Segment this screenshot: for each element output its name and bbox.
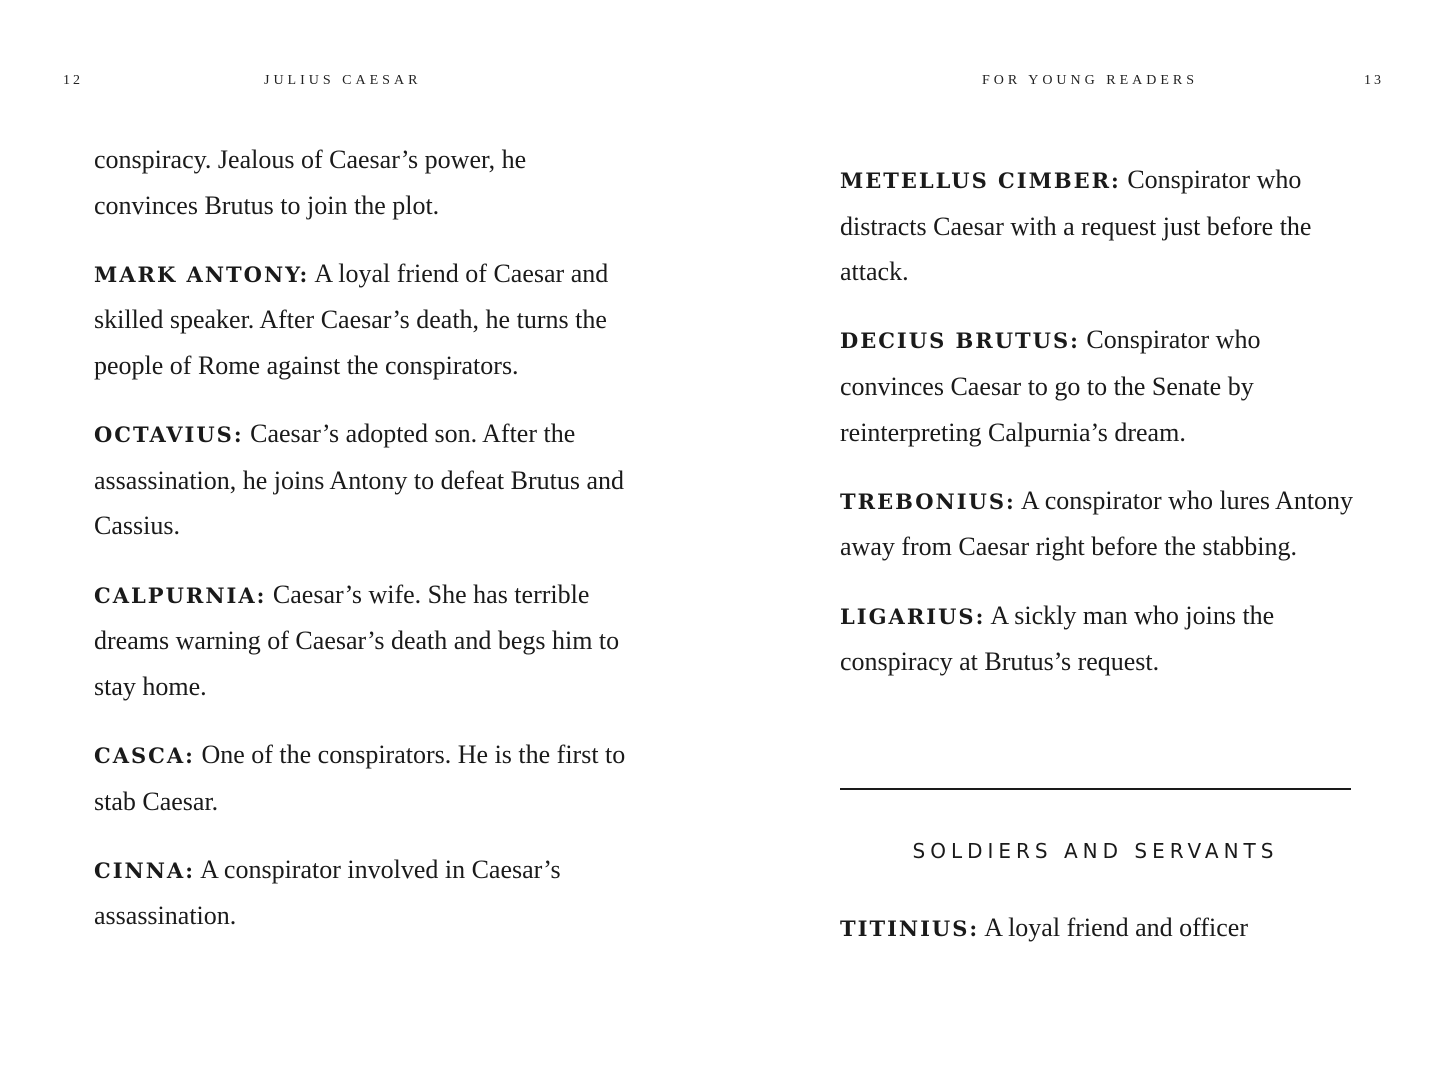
character-description: Caesar’s adopted son. After the assassination, he joins Antony to defeat Brutus and Cassius. [94, 419, 625, 541]
paragraph-text: conspiracy. Jealous of Caesar’s power, he convinces Brutus to join the plot. [94, 145, 527, 220]
character-entry-ligarius [840, 593, 1365, 685]
left-page-body [94, 137, 634, 939]
right-page-body [840, 157, 1365, 685]
character-description: Caesar’s wife. She has terrible dreams warning of Caesar’s death and begs him to stay home. [94, 579, 620, 701]
character-name: CINNA: [94, 857, 195, 883]
character-entry-trebonius [840, 478, 1365, 570]
character-description: Conspirator who convinces Caesar to go to the Senate by reinterpreting Calpurnia’s dream. [840, 325, 1261, 447]
character-entry-casca [94, 732, 634, 824]
running-head-left: JULIUS CAESAR [264, 73, 422, 88]
character-description: A conspirator who lures Antony away from Caesar right before the stabbing. [840, 485, 1354, 562]
character-description: A conspirator involved in Caesar’s assassination. [94, 854, 561, 931]
page-number-right: 13 [1364, 73, 1384, 88]
left-page [0, 0, 722, 1068]
character-name: TITINIUS: [840, 916, 980, 941]
right-page [722, 0, 1445, 1068]
character-entry-cinna [94, 847, 634, 939]
running-head-right: FOR YOUNG READERS [982, 73, 1199, 88]
section-heading: SOLDIERS AND SERVANTS [912, 839, 1279, 863]
character-name: METELLUS CIMBER: [840, 168, 1121, 193]
character-description: A sickly man who joins the conspiracy at Brutus’s request. [840, 600, 1275, 677]
section-body [840, 905, 1365, 952]
character-name: DECIUS BRUTUS: [840, 328, 1080, 354]
character-name: MARK ANTONY: [94, 261, 310, 287]
character-description: A loyal friend of Caesar and skilled speaker. After Caesar’s death, he turns the people of Rome against the conspirators. [94, 258, 609, 380]
character-description: Conspirator who distracts Caesar with a request just before the attack. [840, 165, 1312, 287]
page-number-left: 12 [63, 73, 83, 88]
character-name: CASCA: [94, 742, 195, 768]
character-entry-octavius [94, 411, 634, 549]
continued-paragraph [94, 137, 634, 228]
character-entry-metellus-cimber [840, 157, 1365, 295]
character-entry-calpurnia [94, 572, 634, 710]
character-name: LIGARIUS: [840, 603, 986, 629]
section-divider [840, 788, 1351, 790]
character-entry-titinius [840, 905, 1365, 952]
character-name: TREBONIUS: [840, 488, 1016, 514]
character-name: OCTAVIUS: [94, 422, 244, 448]
character-entry-decius-brutus [840, 317, 1365, 455]
character-description: A loyal friend and officer [984, 913, 1248, 942]
character-name: CALPURNIA: [94, 582, 267, 608]
character-description: One of the conspirators. He is the first to stab Caesar. [94, 739, 626, 816]
character-entry-mark-antony [94, 251, 634, 389]
